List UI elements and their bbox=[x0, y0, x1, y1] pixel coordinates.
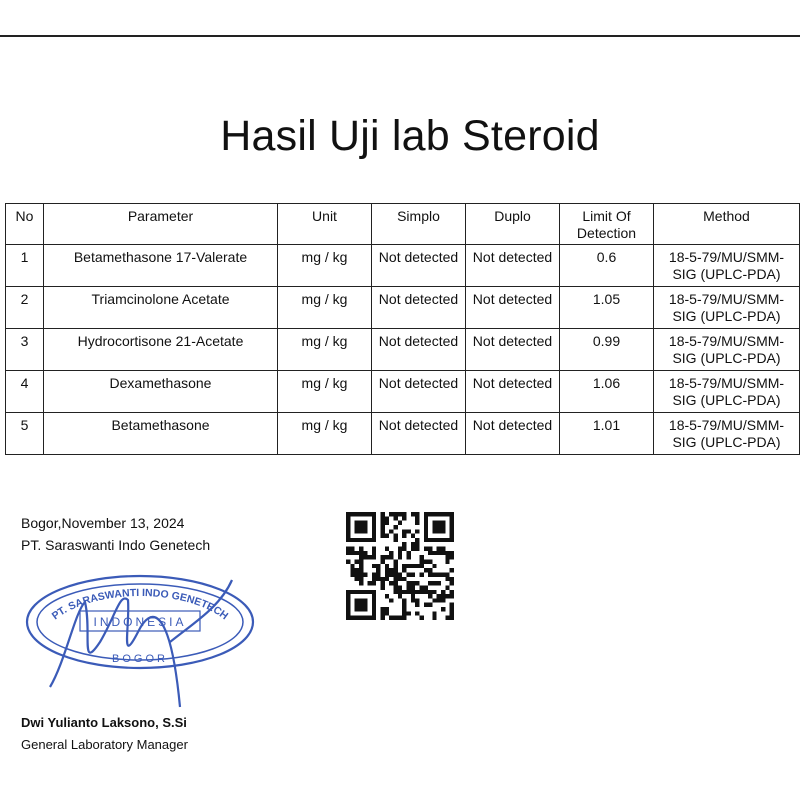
cell-no: 2 bbox=[6, 287, 44, 329]
column-header: No bbox=[6, 204, 44, 245]
table-body bbox=[6, 245, 800, 455]
column-header: Simplo bbox=[372, 204, 466, 245]
signer-name: Dwi Yulianto Laksono, S.Si bbox=[21, 715, 187, 730]
table-header-row bbox=[6, 204, 800, 245]
cell-simplo: Not detected bbox=[372, 329, 466, 371]
signer-title: General Laboratory Manager bbox=[21, 737, 188, 752]
cell-parameter: Triamcinolone Acetate bbox=[44, 287, 278, 329]
cell-no: 1 bbox=[6, 245, 44, 287]
cell-parameter: Betamethasone 17-Valerate bbox=[44, 245, 278, 287]
cell-simplo: Not detected bbox=[372, 413, 466, 455]
column-header: Parameter bbox=[44, 204, 278, 245]
column-header: Duplo bbox=[466, 204, 560, 245]
column-header: Unit bbox=[278, 204, 372, 245]
cell-duplo: Not detected bbox=[466, 413, 560, 455]
cell-parameter: Hydrocortisone 21-Acetate bbox=[44, 329, 278, 371]
results-table bbox=[5, 203, 800, 455]
table-row bbox=[6, 287, 800, 329]
company-name: PT. Saraswanti Indo Genetech bbox=[21, 537, 211, 553]
cell-method: 18-5-79/MU/SMM-SIG (UPLC-PDA) bbox=[654, 371, 800, 413]
cell-simplo: Not detected bbox=[372, 287, 466, 329]
cell-lod: 1.06 bbox=[560, 371, 654, 413]
cell-unit: mg / kg bbox=[278, 245, 372, 287]
place-date: Bogor,November 13, 2024 bbox=[21, 515, 185, 531]
cell-duplo: Not detected bbox=[466, 371, 560, 413]
cell-parameter: Betamethasone bbox=[44, 413, 278, 455]
column-header: Method bbox=[654, 204, 800, 245]
seal-bottom-text: BOGOR bbox=[112, 653, 168, 665]
company-seal bbox=[20, 572, 260, 712]
cell-lod: 1.05 bbox=[560, 287, 654, 329]
seal-middle-text: INDONESIA bbox=[93, 615, 187, 629]
cell-unit: mg / kg bbox=[278, 413, 372, 455]
cell-duplo: Not detected bbox=[466, 287, 560, 329]
cell-lod: 0.6 bbox=[560, 245, 654, 287]
qr-code-icon bbox=[346, 512, 454, 620]
table-row bbox=[6, 371, 800, 413]
page-title: Hasil Uji lab Steroid bbox=[220, 112, 600, 160]
seal-top-text: PT. SARASWANTI INDO GENETECH bbox=[49, 587, 231, 623]
cell-lod: 0.99 bbox=[560, 329, 654, 371]
cell-unit: mg / kg bbox=[278, 329, 372, 371]
cell-method: 18-5-79/MU/SMM-SIG (UPLC-PDA) bbox=[654, 245, 800, 287]
cell-unit: mg / kg bbox=[278, 371, 372, 413]
cell-duplo: Not detected bbox=[466, 329, 560, 371]
column-header: Limit Of Detection bbox=[560, 204, 654, 245]
cell-method: 18-5-79/MU/SMM-SIG (UPLC-PDA) bbox=[654, 413, 800, 455]
cell-no: 3 bbox=[6, 329, 44, 371]
cell-no: 4 bbox=[6, 371, 44, 413]
cell-method: 18-5-79/MU/SMM-SIG (UPLC-PDA) bbox=[654, 287, 800, 329]
cell-no: 5 bbox=[6, 413, 44, 455]
cell-parameter: Dexamethasone bbox=[44, 371, 278, 413]
table-row bbox=[6, 245, 800, 287]
table-row bbox=[6, 329, 800, 371]
table-row bbox=[6, 413, 800, 455]
cell-lod: 1.01 bbox=[560, 413, 654, 455]
report-footer bbox=[21, 512, 210, 556]
signer-block bbox=[21, 712, 188, 756]
cell-unit: mg / kg bbox=[278, 287, 372, 329]
cell-simplo: Not detected bbox=[372, 245, 466, 287]
cell-simplo: Not detected bbox=[372, 371, 466, 413]
top-divider bbox=[0, 35, 800, 37]
cell-duplo: Not detected bbox=[466, 245, 560, 287]
cell-method: 18-5-79/MU/SMM-SIG (UPLC-PDA) bbox=[654, 329, 800, 371]
